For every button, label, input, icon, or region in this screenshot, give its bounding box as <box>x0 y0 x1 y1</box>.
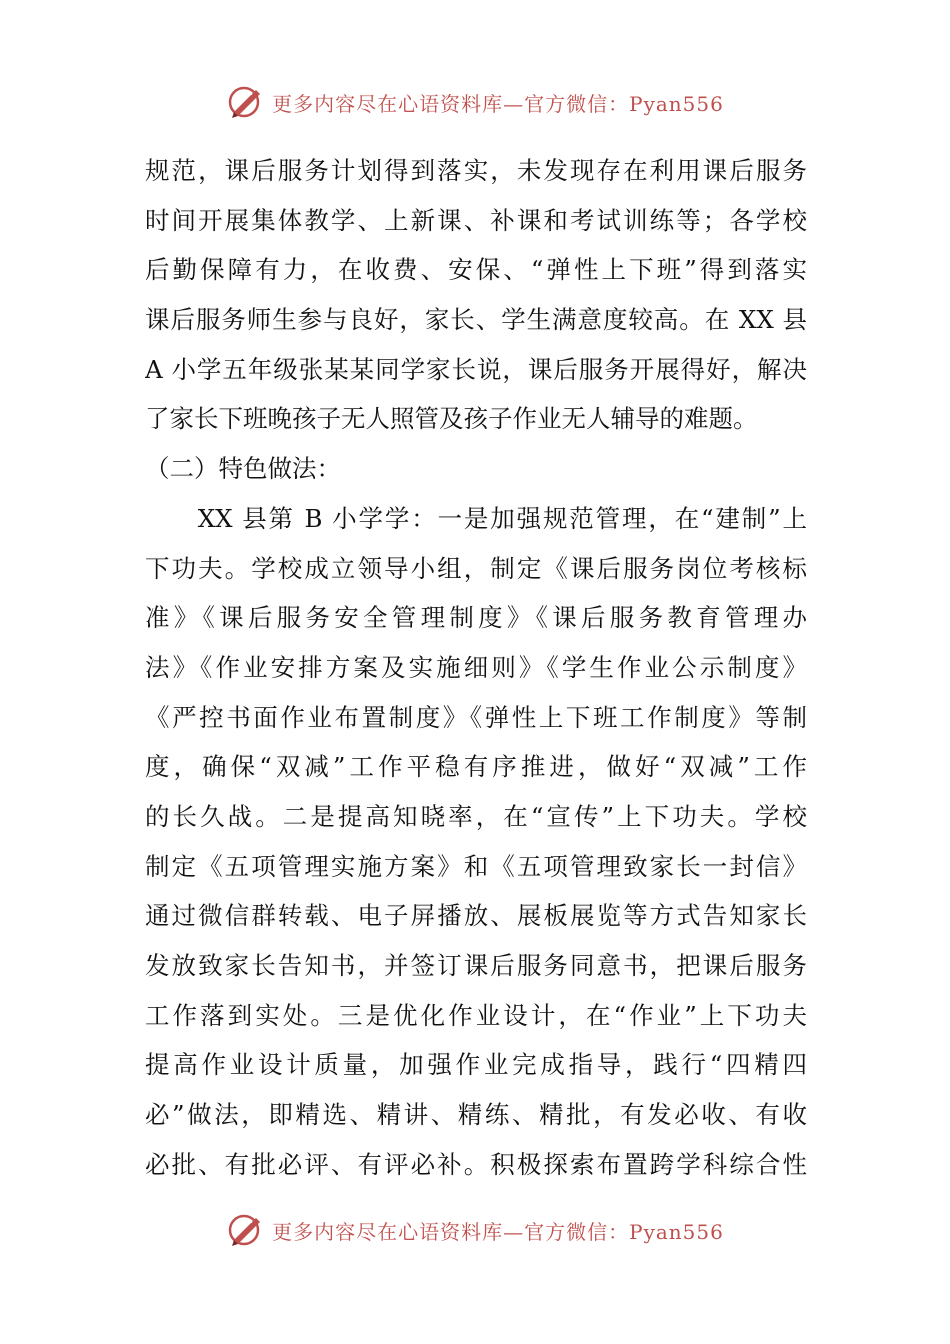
text-line: 时间开展集体教学、上新课、补课和考试训练等；各学校 <box>145 205 807 235</box>
text-line: 课后服务师生参与良好，家长、学生满意度较高。在 XX 县 <box>145 305 807 335</box>
text-line: 必批、有批必评、有评必补。积极探索布置跨学科综合性 <box>145 1149 807 1179</box>
footer-banner <box>0 1206 950 1254</box>
text-line: 了家长下班晚孩子无人照管及孩子作业无人辅导的难题。 <box>145 404 758 434</box>
text-line: 提高作业设计质量，加强作业完成指导，践行“四精四 <box>145 1050 807 1080</box>
text-line: 的长久战。二是提高知晓率，在“宣传”上下功夫。学校 <box>145 801 807 831</box>
text-line: 《严控书面作业布置制度》《弹性上下班工作制度》等制 <box>145 702 807 732</box>
document-body <box>145 146 807 1189</box>
text-line: XX 县第 B 小学学：一是加强规范管理，在“建制”上 <box>145 503 807 533</box>
text-line: 发放致家长告知书，并签订课后服务同意书，把课后服务 <box>145 951 807 980</box>
text-line: 规范，课后服务计划得到落实，未发现存在利用课后服务 <box>145 156 807 185</box>
text-line: 通过微信群转载、电子屏播放、展板展览等方式告知家长 <box>145 901 807 931</box>
pen-logo-icon <box>226 1210 266 1250</box>
header-banner <box>0 78 950 126</box>
text-line: 准》《课后服务安全管理制度》《课后服务教育管理办 <box>145 603 807 633</box>
text-line: 法》《作业安排方案及实施细则》《学生作业公示制度》 <box>145 652 807 682</box>
text-line: 后勤保障有力，在收费、安保、“弹性上下班”得到落实 <box>145 255 807 285</box>
header-banner-text: 更多内容尽在心语资料库—官方微信：Pyan556 <box>272 91 724 116</box>
section-heading: （二）特色做法： <box>145 454 341 484</box>
text-line: 下功夫。学校成立领导小组，制定《课后服务岗位考核标 <box>145 553 807 583</box>
text-line: A 小学五年级张某某同学家长说，课后服务开展得好，解决 <box>145 354 807 384</box>
text-line: 工作落到实处。三是优化作业设计，在“作业”上下功夫 <box>145 1000 807 1030</box>
footer-banner-text: 更多内容尽在心语资料库—官方微信：Pyan556 <box>272 1219 724 1244</box>
text-line: 必”做法，即精选、精讲、精练、精批，有发必收、有收 <box>145 1100 807 1130</box>
text-line: 制定《五项管理实施方案》和《五项管理致家长一封信》 <box>145 851 807 881</box>
text-line: 度，确保“双减”工作平稳有序推进，做好“双减”工作 <box>145 752 807 782</box>
pen-logo-icon <box>226 82 266 122</box>
